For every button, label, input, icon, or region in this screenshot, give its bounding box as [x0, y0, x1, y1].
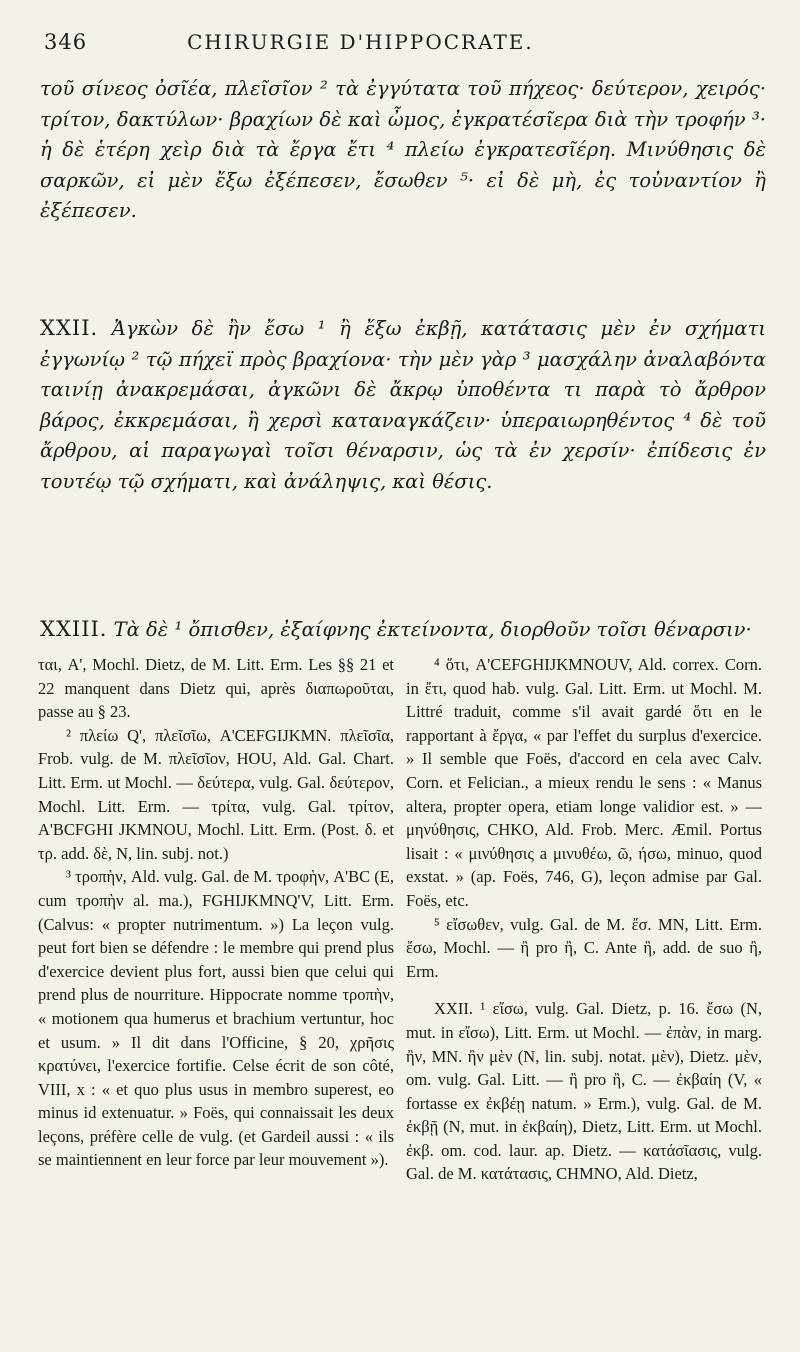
footnote: ² πλείω Q', πλεῖσῖω, A'CEFGIJKMN. πλεῖσῖα, Frob. vulg. de M. πλεῖσῖον, HOU, Ald. Gal. Chart. Litt. Erm. ut Mochl. — δεύτερα, vulg. Gal. δεύτερον, Mochl. Litt. Erm. — τρίτα, vulg. Gal. τρίτον, A'BCFGHI JKMNOU, Mochl. Litt. Erm. (Post. δ. et τρ. add. δὲ, N, lin. subj. not.) [38, 725, 394, 863]
section-text: Τὰ δὲ ¹ ὄπισθεν, ἐξαίφνης ἐκτείνοντα, διορθοῦν τοῖσι θέναρσιν· [113, 618, 752, 641]
greek-paragraph: τοῦ σίνεος ὀσῖέα, πλεῖσῖον ² τὰ ἐγγύτατα τοῦ πήχεος· δεύτερον, χειρός· τρίτον, δακτύλων· βραχίων δὲ καὶ ὦμος, ἐγκρατέσῖερα διὰ τὴν τροφήν ³· ἡ δὲ ἑτέρη χεὶρ διὰ τὰ ἔργα ἔτι ⁴ πλείω ἐγκρατεσῖέρη. Μινύθησις δὲ σαρκῶν, εἰ μὲν ἔξω ἐξέπεσεν, ἔσωθεν ⁵· εἰ δὲ μὴ, ἐς τοὐναντίον ἢ ἐξέπεσεν. [40, 77, 766, 222]
footnote: XXII. ¹ εἴσω, vulg. Gal. Dietz, p. 16. ἔσω (N, mut. in εἴσω), Litt. Erm. ut Mochl. — ἐπὰν, in marg. ἢν, MN. ἢν μὲν (N, lin. subj. notat. μὲν), Dietz. μὲν, om. vulg. Gal. Litt. — ἢ pro ἢ, C. — ἐκβαίη (V, « fortasse ex ἐκβέῃ natum. » Erm.), vulg. Gal. de M. ἐκβῇ (N, mut. in ἐκβαίη), Dietz, Litt. Erm. ut Mochl. ἐκβ. om. cod. laur. ap. Dietz. — κατάσῖασις, vulg. Gal. de M. κατάτασις, CHMNO, Ald. Dietz, [406, 999, 762, 1184]
footnotes-left-column [38, 653, 394, 1186]
footnote: ³ τροπὴν, Ald. vulg. Gal. de M. τροφὴν, A'BC (E, cum τροπὴν al. ma.), FGHIJKMNQ'V, Litt. Erm. (Calvus: « propter nutrimentum. ») La leçon vulg. peut fort bien se défendre : le membre qui prend plus d'exercice devient plus fort, aussi bien que celui qui prend plus de nourriture. Hippocrate nomme τροπὴν, « motionem qua humerus et brachium vertuntur, hoc et usum. » Il dit dans l'Officine, § 20, χρῆσις κρατύνει, l'exercice fortifie. Celse écrit de son côté, VIII, x : « et quo plus usus in membro superest, eo minus id extenuatur. » Foës, qui connaissait les deux leçons, préfère celle de vulg. (et Gardeil aussi : « ils se maintiennent en leur force par leur mouvement »). [38, 867, 394, 1170]
section-xxii [40, 313, 766, 497]
footnotes-right-column [406, 653, 762, 1186]
section-xxiii [40, 614, 766, 646]
section-text: Ἀγκὼν δὲ ἢν ἔσω ¹ ἢ ἔξω ἐκβῇ, κατάτασις μὲν ἐν σχήματι ἐγγωνίῳ ² τῷ πήχεϊ πρὸς βραχίονα· τὴν μὲν γὰρ ³ μασχάλην ἀναλαβόντα ταινίῃ ἀνακρεμάσαι, ἀγκῶνι δὲ ἄκρῳ ὑποθέντα τι παρὰ τὸ ἄρθρον βάρος, ἐκκρεμάσαι, ἢ χερσὶ καταναγκάζειν· ὑπεραιωρηθέντος ⁴ δὲ τοῦ ἄρθρου, αἱ παραγωγαὶ τοῖσι θέναρσιν, ὡς τὰ ἐν χερσίν· ἐπίδεσις ἐν τουτέῳ τῷ σχήματι, καὶ ἀνάληψις, καὶ θέσις. [40, 317, 766, 493]
greek-paragraph [40, 614, 766, 646]
page-header [44, 30, 760, 64]
footnote: ⁴ ὅτι, A'CEFGHIJKMNOUV, Ald. correx. Corn. in ἔτι, quod hab. vulg. Gal. Litt. Erm. ut Mochl. M. Littré traduit, comme s'il avait gardé ὅτι en le rapportant à ἔργα, « par l'effet du surplus d'exercice. » Il semble que Foës, d'accord en cela avec Calv. Corn. et Felician., a mieux rendu le sens : « Manus altera, propter opera, etiam longe validior est. » — μηνύθησις, CHKO, Ald. Frob. Merc. Æmil. Portus lisait : « μινύθησις a μινυθέω, ῶ, ήσω, minuo, quod exstat. » (ap. Foës, 746, G), leçon admise par Gal. Foës, etc. [406, 655, 762, 910]
footnote: ται, A', Mochl. Dietz, de M. Litt. Erm. Les §§ 21 et 22 manquent dans Dietz qui, après διαπωροῦται, passe au § 23. [38, 655, 394, 722]
running-title: CHIRURGIE D'HIPPOCRATE. [187, 30, 534, 54]
greek-paragraph [40, 313, 766, 497]
footnotes [38, 653, 762, 1186]
footnote: ⁵ εἴσωθεν, vulg. Gal. de M. ἔσ. MN, Litt. Erm. ἔσω, Mochl. — ἢ pro ἢ, C. Ante ἢ, add. de suo ἢ, Erm. [406, 914, 762, 981]
section-number: XXIII. [40, 617, 108, 641]
section-number: XXII. [40, 316, 99, 340]
page-number: 346 [44, 30, 88, 54]
greek-text-continuation [40, 74, 766, 227]
